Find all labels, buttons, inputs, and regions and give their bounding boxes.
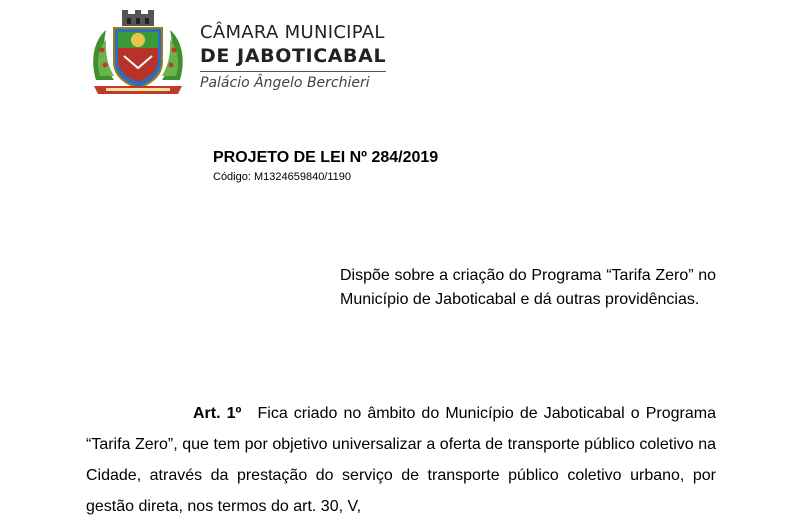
institution-subtitle: Palácio Ângelo Berchieri <box>200 75 370 91</box>
bill-summary: Dispõe sobre a criação do Programa “Tarifa Zero” no Município de Jaboticabal e dá outras providências. <box>340 267 716 308</box>
institution-line-2: DE JABOTICABAL <box>200 45 387 67</box>
bill-code: Código: M1324659840/1190 <box>213 171 352 183</box>
article-1-label: Art. 1º <box>193 405 242 422</box>
coat-of-arms-icon <box>88 10 188 100</box>
bill-title: PROJETO DE LEI Nº 284/2019 <box>213 149 439 166</box>
institution-name <box>200 22 386 93</box>
coat-of-arms-graphic <box>88 10 188 100</box>
article-1-text: Fica criado no âmbito do Município de Jaboticabal o Programa “Tarifa Zero”, que tem por objetivo universalizar a oferta de transporte público coletivo na Cidade, através da prestação do serviço de transporte público coletivo urbano, por gestão direta, nos termos do art. 30, V, <box>86 405 717 515</box>
header-divider <box>200 71 386 72</box>
letterhead <box>88 10 508 100</box>
institution-line-1: CÂMARA MUNICIPAL <box>200 22 385 43</box>
article-1 <box>86 398 716 522</box>
